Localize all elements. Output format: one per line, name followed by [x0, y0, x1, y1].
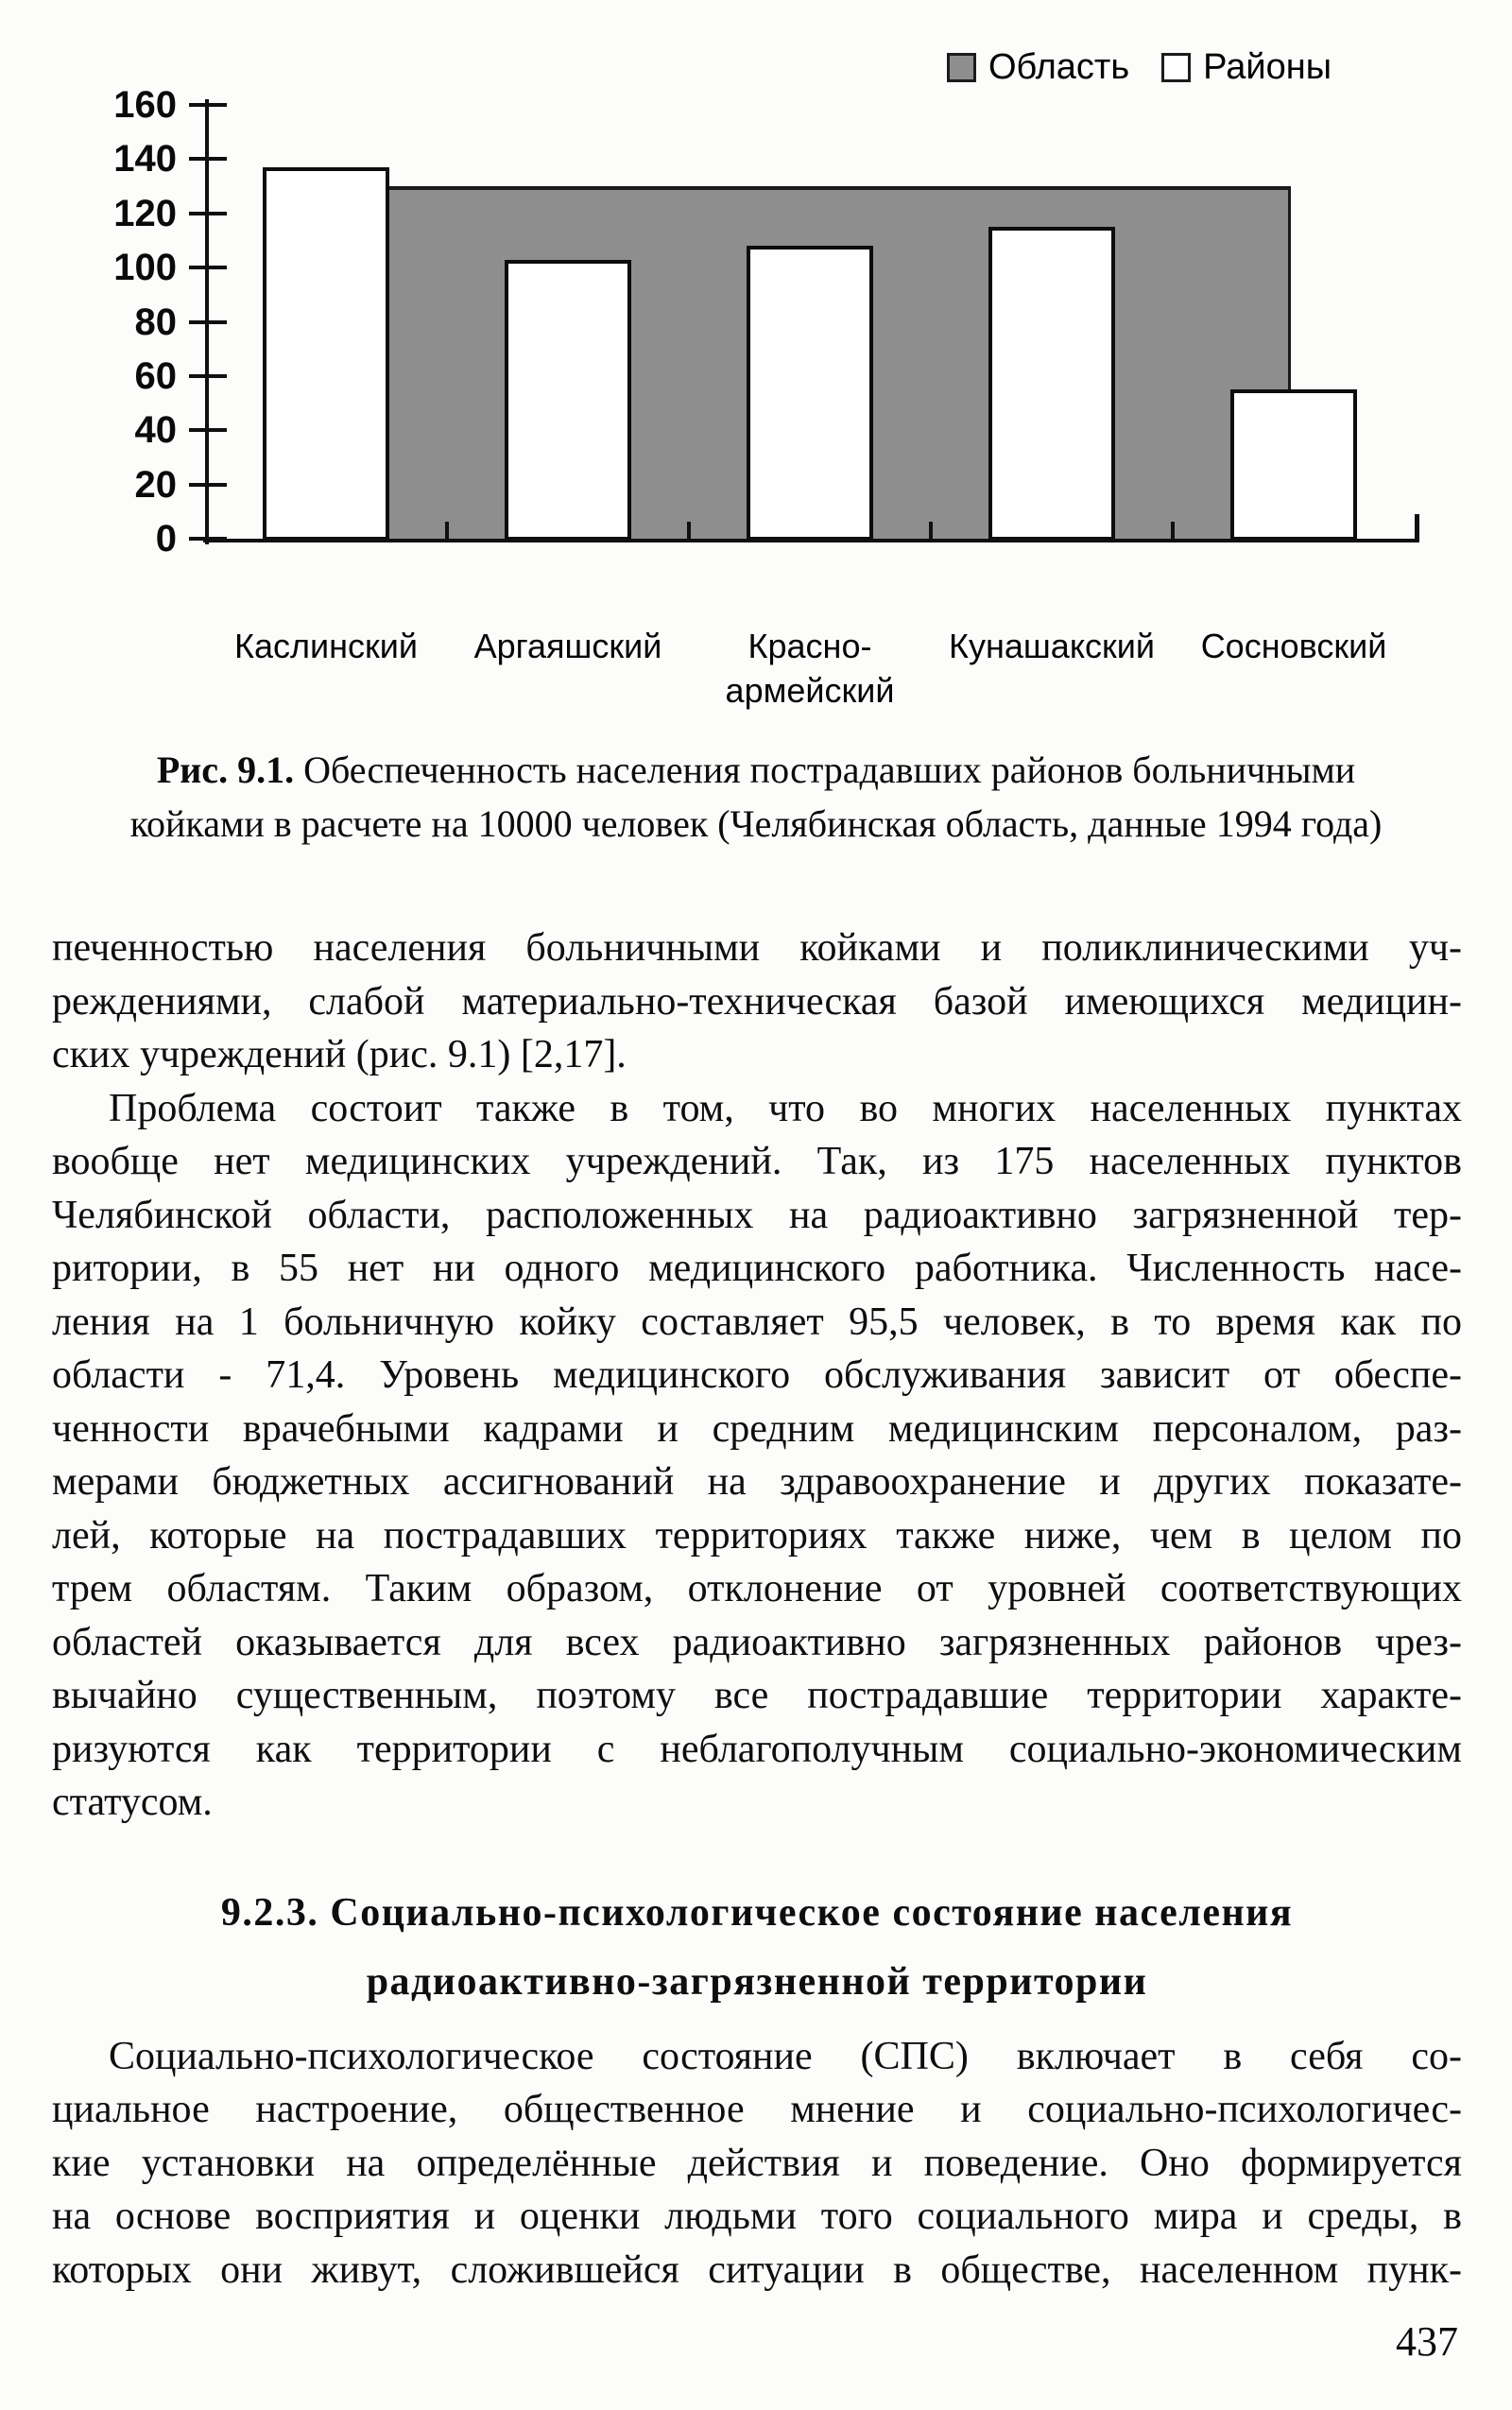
text-line: вычайно существенным, поэтому все пострадавшие территории характе-: [52, 1674, 1462, 1717]
paragraph-0: [52, 921, 1462, 1082]
rayon-bar: [1230, 389, 1357, 541]
text-line: ритории, в 55 нет ни одного медицинского работника. Численность насе-: [52, 1247, 1462, 1290]
paragraph-2: [52, 2030, 1462, 2298]
text-line: ризуются как территории с неблагополучным социально-экономическим: [52, 1727, 1462, 1771]
x-axis-tick: [445, 522, 449, 539]
section-heading: [52, 1879, 1462, 2017]
y-axis-tick-label: 160: [113, 84, 177, 126]
section-heading-line-2: радиоактивно-загрязненной территории: [366, 1959, 1148, 2004]
text-line: кие установки на определённые действия и поведение. Оно формируется: [52, 2141, 1462, 2185]
figure-caption: [66, 743, 1446, 851]
page-number: 437: [1396, 2318, 1458, 2365]
legend-swatch-rayony: [1161, 53, 1191, 82]
x-axis-tick: [1171, 522, 1175, 539]
x-axis-tick: [687, 522, 691, 539]
body-text: [52, 921, 1462, 2297]
text-line: циальное настроение, общественное мнение и социально-психологичес-: [52, 2088, 1462, 2131]
figure-caption-line-2: койками в расчете на 10000 человек (Челябинская область, данные 1994 года): [129, 802, 1383, 845]
figure-caption-number: Рис. 9.1.: [156, 749, 295, 791]
y-axis-tick-label: 60: [134, 354, 177, 397]
category-label: Аргаяшский: [473, 627, 662, 665]
text-line: Челябинской области, расположенных на радиоактивно загрязненной тер-: [52, 1193, 1462, 1237]
y-axis-tick-label: 120: [113, 192, 177, 234]
y-axis-tick-label: 40: [134, 409, 177, 452]
text-line: статусом.: [52, 1781, 213, 1824]
category-label: Сосновский: [1200, 627, 1387, 665]
category-label: Кунашакский: [949, 627, 1155, 665]
section-heading-line-1: 9.2.3. Социально-психологическое состояние населения: [220, 1890, 1294, 1935]
legend-swatch-oblast: [947, 53, 976, 82]
text-line: областей оказывается для всех радиоактивно загрязненных районов чрез-: [52, 1620, 1462, 1664]
category-label: Каслинский: [234, 627, 418, 665]
legend-item-oblast: [947, 47, 1129, 88]
y-axis-tick-label: 100: [113, 247, 177, 289]
legend-label-oblast: Область: [988, 47, 1130, 87]
text-line: Проблема состоит также в том, что во многих населенных пунктах: [109, 1086, 1462, 1130]
figure-9-1-chart: [0, 0, 1512, 710]
category-label: Красно-армейский: [725, 627, 895, 710]
y-axis-tick-label: 140: [113, 138, 177, 181]
x-axis-tick: [929, 522, 933, 539]
y-axis-tick-label: 20: [134, 463, 177, 506]
y-axis-tick-label: 80: [134, 301, 177, 343]
text-line: мерами бюджетных ассигнований на здравоохранение и других показате-: [52, 1460, 1462, 1504]
figure-caption-line-1: Рис. 9.1. Обеспеченность населения пострадавших районов больничными: [156, 749, 1356, 791]
text-line: которых они живут, сложившейся ситуации в обществе, населенном пунк-: [52, 2247, 1462, 2292]
legend-label-rayony: Районы: [1203, 47, 1332, 87]
text-line: ченности врачебными кадрами и средним медицинским персоналом, раз-: [52, 1406, 1462, 1451]
text-line: на основе восприятия и оценки людьми того социального мира и среды, в: [52, 2195, 1462, 2238]
text-line: ских учреждений (рис. 9.1) [2,17].: [52, 1033, 627, 1076]
text-line: лей, которые на пострадавших территориях также ниже, чем в целом по: [52, 1513, 1462, 1558]
rayon-bar: [747, 246, 873, 541]
y-axis-tick-label: 0: [155, 518, 177, 559]
text-line: печенностью населения больничными койками и поликлиническими уч-: [52, 926, 1462, 970]
chart-plot: [0, 0, 1512, 614]
rayon-bar: [988, 227, 1115, 541]
category-axis-labels: [205, 624, 1415, 713]
text-line: трем областям. Таким образом, отклонение от уровней соответствующих: [52, 1567, 1462, 1610]
legend-item-rayony: [1161, 47, 1332, 88]
y-axis-line: [205, 99, 209, 544]
x-axis-end-tick: [1415, 514, 1419, 539]
x-axis-line: [203, 539, 1419, 542]
chart-legend: [947, 47, 1332, 88]
rayon-bar: [505, 260, 631, 541]
text-line: вообще нет медицинских учреждений. Так, из 175 населенных пунктов: [52, 1140, 1462, 1183]
paragraph-1: [52, 1082, 1462, 1830]
text-line: реждениями, слабой материально-техническая базой имеющихся медицин-: [52, 979, 1462, 1024]
text-line: области - 71,4. Уровень медицинского обслуживания зависит от обеспе-: [52, 1353, 1462, 1397]
rayon-bar: [263, 167, 389, 541]
text-line: ления на 1 больничную койку составляет 95,5 человек, в то время как по: [52, 1300, 1462, 1344]
text-line: Социально-психологическое состояние (СПС) включает в себя со-: [109, 2034, 1462, 2078]
